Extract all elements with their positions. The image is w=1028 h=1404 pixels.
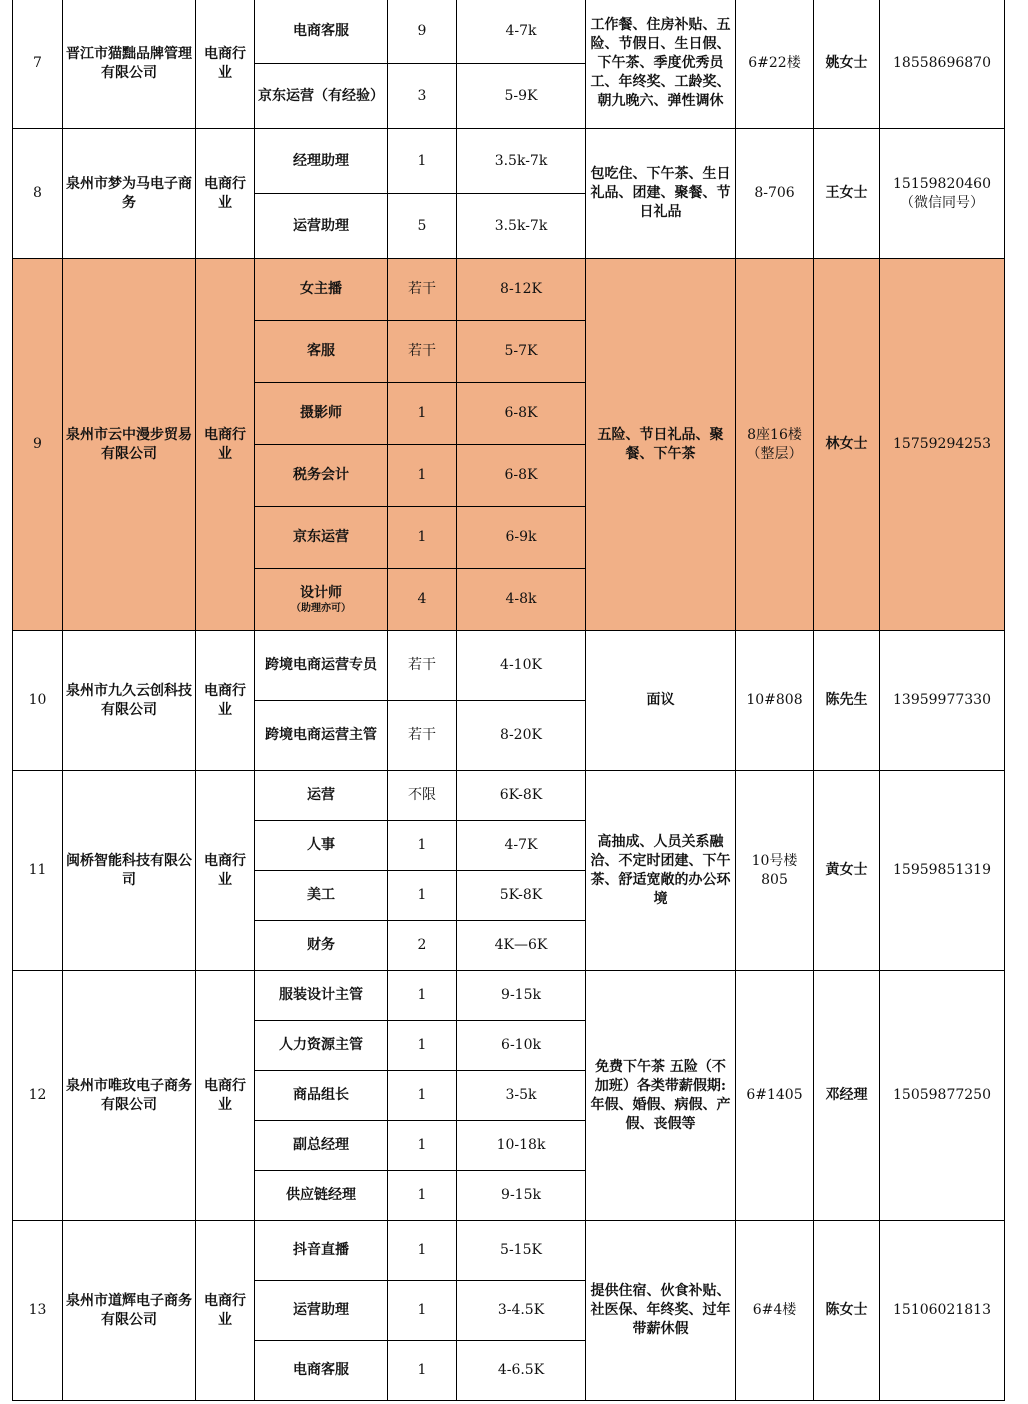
benefits: 包吃住、下午茶、生日礼品、团建、聚餐、节日礼品: [586, 129, 736, 259]
job-title-text: 运营助理: [293, 217, 349, 234]
job-title: [255, 0, 388, 64]
job-title: [255, 1281, 388, 1341]
job-title: [255, 821, 388, 871]
salary: 4-7K: [457, 821, 586, 871]
job-title: [255, 1341, 388, 1401]
salary: 5-15K: [457, 1221, 586, 1281]
work-address: 8-706: [736, 129, 814, 259]
job-title-note: （助理亦可）: [291, 603, 351, 614]
job-listing-table: [12, 0, 1005, 1401]
company-name: 泉州市道辉电子商务有限公司: [63, 1221, 196, 1401]
salary: 8-20K: [457, 701, 586, 771]
job-title-text: 人事: [307, 837, 335, 853]
headcount: 9: [388, 0, 457, 64]
job-title: [255, 1171, 388, 1221]
salary: 3.5k-7k: [457, 129, 586, 194]
salary: 6K-8K: [457, 771, 586, 821]
headcount: 1: [388, 971, 457, 1021]
headcount: 4: [388, 569, 457, 631]
headcount: 1: [388, 129, 457, 194]
table-row: [13, 1221, 1005, 1281]
job-title-text: 美工: [307, 887, 335, 903]
job-title: [255, 701, 388, 771]
headcount: 1: [388, 1221, 457, 1281]
headcount: 1: [388, 1281, 457, 1341]
job-title-text: 服装设计主管: [279, 987, 363, 1003]
salary: 3-5k: [457, 1071, 586, 1121]
industry: 电商行业: [196, 1221, 255, 1401]
job-title-text: 副总经理: [293, 1137, 349, 1153]
job-title: [255, 129, 388, 194]
industry: 电商行业: [196, 771, 255, 971]
contact-phone: 15159820460（微信同号）: [880, 129, 1005, 259]
company-name: 泉州市唯玫电子商务有限公司: [63, 971, 196, 1221]
headcount: 5: [388, 194, 457, 259]
contact-person: 陈先生: [814, 631, 880, 771]
headcount: 1: [388, 507, 457, 569]
benefits: 面议: [586, 631, 736, 771]
work-address: 6#4楼: [736, 1221, 814, 1401]
salary: 4-6.5K: [457, 1341, 586, 1401]
table-row: [13, 259, 1005, 321]
job-title: [255, 569, 388, 631]
row-number: 7: [13, 0, 63, 129]
job-title: [255, 1071, 388, 1121]
job-title-text: 经理助理: [293, 152, 349, 169]
salary: 6-8K: [457, 383, 586, 445]
salary: 4-10K: [457, 631, 586, 701]
contact-person: 陈女士: [814, 1221, 880, 1401]
headcount: 2: [388, 921, 457, 971]
contact-person: 姚女士: [814, 0, 880, 129]
salary: 5K-8K: [457, 871, 586, 921]
job-title: [255, 631, 388, 701]
headcount: 1: [388, 871, 457, 921]
headcount: 1: [388, 383, 457, 445]
headcount: 若干: [388, 701, 457, 771]
table-row: [13, 771, 1005, 821]
headcount: 1: [388, 821, 457, 871]
company-name: 泉州市云中漫步贸易有限公司: [63, 259, 196, 631]
headcount: 1: [388, 1171, 457, 1221]
benefits: 高抽成、人员关系融洽、不定时团建、下午茶、舒适宽敞的办公环境: [586, 771, 736, 971]
company-name: 泉州市梦为马电子商务: [63, 129, 196, 259]
industry: 电商行业: [196, 971, 255, 1221]
industry: 电商行业: [196, 631, 255, 771]
job-title: [255, 321, 388, 383]
table-row: [13, 129, 1005, 194]
headcount: 不限: [388, 771, 457, 821]
job-title: [255, 1021, 388, 1071]
job-title-text: 女主播: [300, 281, 342, 297]
job-title-text: 设计师: [300, 585, 342, 601]
row-number: 11: [13, 771, 63, 971]
company-name: 泉州市九久云创科技有限公司: [63, 631, 196, 771]
table-row: [13, 631, 1005, 701]
row-number: 9: [13, 259, 63, 631]
headcount: 1: [388, 1071, 457, 1121]
job-title-text: 摄影师: [300, 405, 342, 421]
job-title: [255, 871, 388, 921]
contact-phone: 18558696870: [880, 0, 1005, 129]
job-title: [255, 1121, 388, 1171]
job-title-text: 电商客服: [293, 22, 349, 39]
job-title: [255, 507, 388, 569]
contact-person: 邓经理: [814, 971, 880, 1221]
table-row: [13, 971, 1005, 1021]
job-title-text: 商品组长: [293, 1087, 349, 1103]
contact-phone: 15759294253: [880, 259, 1005, 631]
work-address: 6#1405: [736, 971, 814, 1221]
contact-person: 林女士: [814, 259, 880, 631]
headcount: 若干: [388, 631, 457, 701]
row-number: 10: [13, 631, 63, 771]
job-title: [255, 194, 388, 259]
table-row: [13, 0, 1005, 64]
job-title-text: 供应链经理: [286, 1187, 356, 1203]
benefits: 工作餐、住房补贴、五险、节假日、生日假、下午茶、季度优秀员工、年终奖、工龄奖、朝九晚六、弹性调休: [586, 0, 736, 129]
salary: 9-15k: [457, 971, 586, 1021]
headcount: 1: [388, 445, 457, 507]
company-name: 晋江市猫黜品牌管理有限公司: [63, 0, 196, 129]
job-title-text: 运营: [307, 787, 335, 803]
job-title-text: 财务: [307, 937, 335, 953]
contact-phone: 15959851319: [880, 771, 1005, 971]
industry: 电商行业: [196, 259, 255, 631]
headcount: 1: [388, 1341, 457, 1401]
headcount: 若干: [388, 259, 457, 321]
row-number: 13: [13, 1221, 63, 1401]
contact-person: 黄女士: [814, 771, 880, 971]
industry: 电商行业: [196, 0, 255, 129]
table-body: [13, 0, 1005, 1401]
salary: 4K—6K: [457, 921, 586, 971]
job-title: [255, 259, 388, 321]
job-title-text: 运营助理: [293, 1302, 349, 1318]
row-number: 8: [13, 129, 63, 259]
job-title: [255, 383, 388, 445]
benefits: 五险、节日礼品、聚餐、下午茶: [586, 259, 736, 631]
job-title: [255, 921, 388, 971]
salary: 8-12K: [457, 259, 586, 321]
row-number: 12: [13, 971, 63, 1221]
headcount: 1: [388, 1121, 457, 1171]
salary: 6-10k: [457, 1021, 586, 1071]
job-title: [255, 1221, 388, 1281]
headcount: 3: [388, 64, 457, 129]
job-title-text: 跨境电商运营主管: [265, 727, 377, 743]
benefits: 提供住宿、伙食补贴、社医保、年终奖、过年带薪休假: [586, 1221, 736, 1401]
contact-phone: 15059877250: [880, 971, 1005, 1221]
headcount: 1: [388, 1021, 457, 1071]
salary: 9-15k: [457, 1171, 586, 1221]
salary: 6-8K: [457, 445, 586, 507]
salary: 3-4.5K: [457, 1281, 586, 1341]
salary: 10-18k: [457, 1121, 586, 1171]
job-title-text: 跨境电商运营专员: [265, 657, 377, 673]
salary: 4-8k: [457, 569, 586, 631]
work-address: 10号楼805: [736, 771, 814, 971]
job-title-text: 抖音直播: [293, 1242, 349, 1258]
contact-phone: 13959977330: [880, 631, 1005, 771]
job-title: [255, 64, 388, 129]
contact-person: 王女士: [814, 129, 880, 259]
job-title-text: 人力资源主管: [279, 1037, 363, 1053]
job-title-text: 客服: [307, 343, 335, 359]
work-address: 6#22楼: [736, 0, 814, 129]
benefits: 免费下午茶 五险（不加班）各类带薪假期:年假、婚假、病假、产假、丧假等: [586, 971, 736, 1221]
job-title-text: 电商客服: [293, 1362, 349, 1378]
company-name: 闽桥智能科技有限公司: [63, 771, 196, 971]
headcount: 若干: [388, 321, 457, 383]
job-title: [255, 445, 388, 507]
salary: 6-9k: [457, 507, 586, 569]
industry: 电商行业: [196, 129, 255, 259]
job-title-text: 税务会计: [293, 467, 349, 483]
work-address: 10#808: [736, 631, 814, 771]
job-title-text: 京东运营（有经验）: [258, 87, 384, 104]
salary: 4-7k: [457, 0, 586, 64]
job-title: [255, 971, 388, 1021]
salary: 5-9K: [457, 64, 586, 129]
salary: 5-7K: [457, 321, 586, 383]
salary: 3.5k-7k: [457, 194, 586, 259]
work-address: 8座16楼（整层）: [736, 259, 814, 631]
job-title-text: 京东运营: [293, 529, 349, 545]
job-title: [255, 771, 388, 821]
contact-phone: 15106021813: [880, 1221, 1005, 1401]
